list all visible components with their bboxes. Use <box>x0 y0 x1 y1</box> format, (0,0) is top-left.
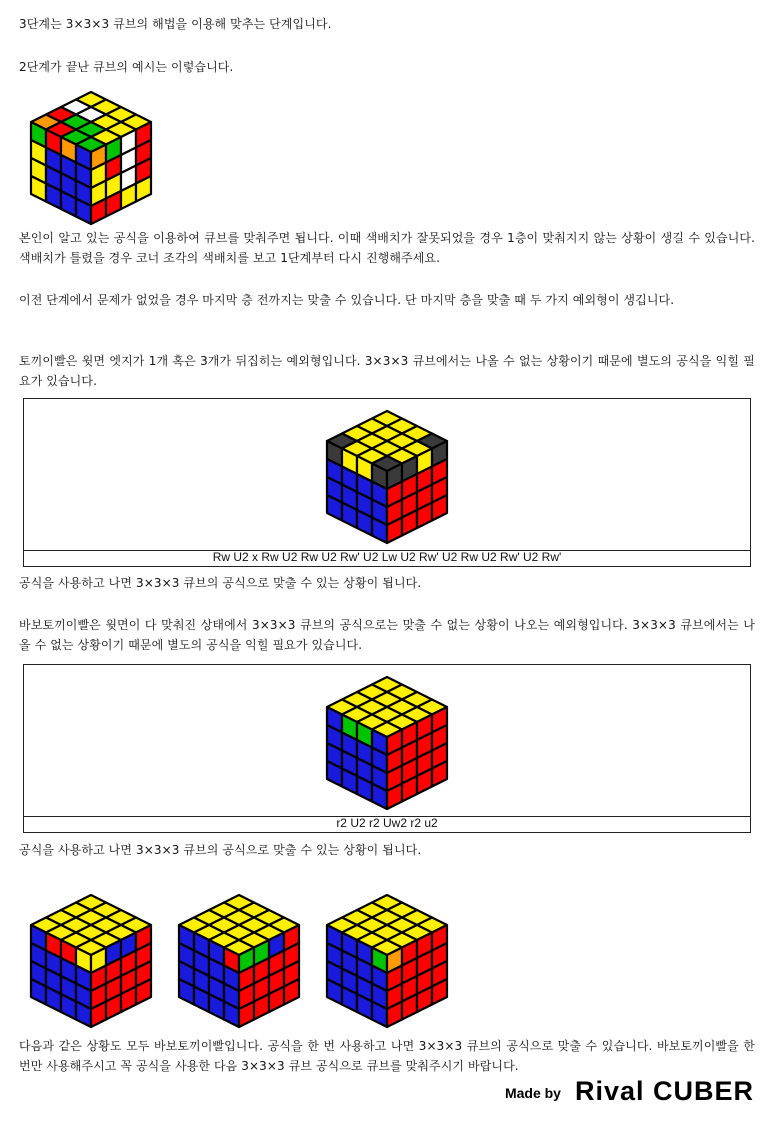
variants-paragraph: 다음과 같은 상황도 모두 바보토끼이빨입니다. 공식을 한 번 사용하고 나면 3×3×3 큐브의 공식으로 맞출 수 있습니다. 바보토끼이빨을 한 번만 사용해주시고 꼭 공식을 사용한 다음 3×3×3 큐브 공식으로 큐브를 맞춰주시기 바랍니다. <box>19 1039 755 1073</box>
variant-cube-3-image <box>322 893 452 1029</box>
variant-cube-2-image <box>174 893 304 1029</box>
credit-signature <box>505 1076 754 1107</box>
author-name: Rival CUBER <box>574 1076 754 1106</box>
example-intro-paragraph: 2단계가 끝난 큐브의 예시는 이렇습니다. <box>19 60 234 74</box>
pll-parity-paragraph: 바보토끼이빨은 윗면이 다 맞춰진 상태에서 3×3×3 큐브의 공식으로는 맞출 수 없는 상황이 나오는 예외형입니다. 3×3×3 큐브에서는 나올 수 없는 상황이기 때문에 별도의 공식을 익힐 필요가 있습니다. <box>19 618 755 652</box>
variant-cube-1-image <box>26 893 156 1029</box>
oll-parity-image-area <box>24 399 750 551</box>
after-oll-paragraph: 공식을 사용하고 나면 3×3×3 큐브의 공식으로 맞출 수 있는 상황이 됩니다. <box>19 576 422 590</box>
solve-instructions-paragraph: 본인이 알고 있는 공식을 이용하여 큐브를 맞춰주면 됩니다. 이때 색배치가 잘못되었을 경우 1층이 맞춰지지 않는 상황이 생길 수 있습니다. 색배치가 틀렸을 경우 코너 조각의 색배치를 보고 1단계부터 다시 진행해주세요. <box>19 231 755 265</box>
pll-parity-cube-image <box>322 675 452 811</box>
exceptions-paragraph: 이전 단계에서 문제가 없었을 경우 마지막 층 전까지는 맞출 수 있습니다. 단 마지막 층을 맞출 때 두 가지 예외형이 생깁니다. <box>19 293 675 307</box>
example-cube-image <box>26 90 156 226</box>
oll-parity-cube-image <box>322 409 452 545</box>
oll-parity-paragraph: 토끼이빨은 윗면 엣지가 1개 혹은 3개가 뒤집히는 예외형입니다. 3×3×3 큐브에서는 나올 수 없는 상황이기 때문에 별도의 공식을 익힐 필요가 있습니다. <box>19 354 755 388</box>
intro-paragraph: 3단계는 3×3×3 큐브의 해법을 이용해 맞추는 단계입니다. <box>19 17 332 31</box>
pll-parity-image-area <box>24 665 750 817</box>
pll-parity-box <box>23 664 751 833</box>
made-by-label: Made by <box>504 1085 561 1101</box>
after-pll-paragraph: 공식을 사용하고 나면 3×3×3 큐브의 공식으로 맞출 수 있는 상황이 됩니다. <box>19 843 422 857</box>
oll-parity-algorithm: Rw U2 x Rw U2 Rw U2 Rw' U2 Lw U2 Rw' U2 Rw U2 Rw' U2 Rw' <box>212 550 562 564</box>
pll-parity-algorithm: r2 U2 r2 Uw2 r2 u2 <box>336 816 438 830</box>
oll-parity-box <box>23 398 751 567</box>
